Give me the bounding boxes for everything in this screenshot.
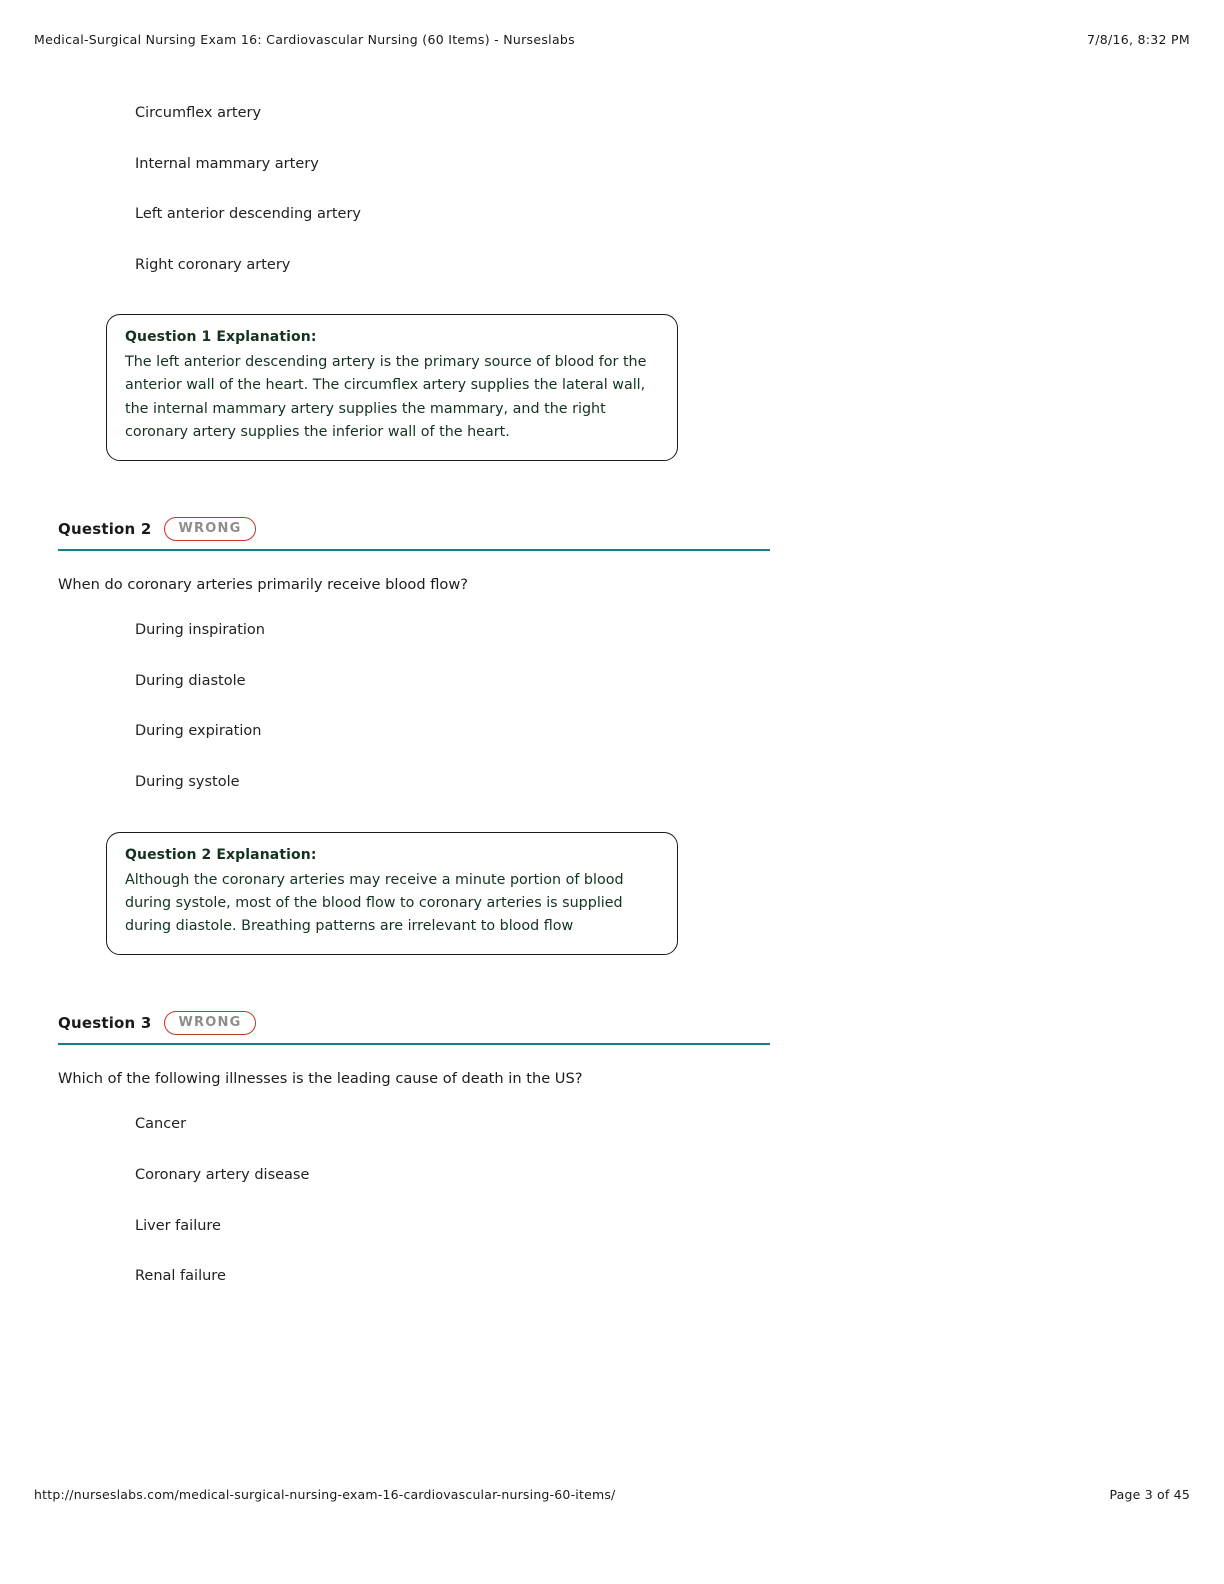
page-header (34, 32, 1190, 47)
question-2-text: When do coronary arteries primarily receive blood flow? (58, 575, 469, 593)
answer-choice[interactable]: Cancer (135, 1116, 187, 1133)
question-1-explanation (106, 314, 678, 461)
answer-choice[interactable]: Renal failure (135, 1268, 226, 1285)
answer-choice[interactable]: During systole (135, 773, 240, 790)
page-footer (34, 1487, 1190, 1502)
answer-choice[interactable]: During expiration (135, 723, 262, 740)
answer-choice[interactable]: Internal mammary artery (135, 155, 319, 172)
answer-choice[interactable]: Right coronary artery (135, 256, 291, 273)
header-document-title: Medical-Surgical Nursing Exam 16: Cardiovascular Nursing (60 Items) - Nurseslabs (34, 32, 575, 47)
document-content (58, 88, 1158, 1302)
question-2-explanation (106, 832, 678, 955)
answer-choice[interactable]: Circumflex artery (135, 105, 262, 121)
question-3-text: Which of the following illnesses is the leading cause of death in the US? (58, 1070, 583, 1088)
question-3-header (58, 1011, 1158, 1041)
answer-choice[interactable]: Liver failure (135, 1217, 221, 1234)
question-3-block (58, 1011, 1158, 1302)
question-2-header (58, 517, 1158, 547)
answer-choice[interactable]: During inspiration (135, 622, 265, 639)
answer-choice[interactable]: Coronary artery disease (135, 1167, 310, 1183)
footer-source-url[interactable]: http://nurseslabs.com/medical-surgical-nursing-exam-16-cardiovascular-nursing-60-items/ (34, 1487, 616, 1502)
status-badge: WRONG (164, 517, 257, 541)
answer-choice[interactable]: Left anterior descending artery (135, 206, 361, 223)
explanation-body: Although the coronary arteries may receive a minute portion of blood during systole, most of the blood flow to coronary arteries is supplied during diastole. Breathing patterns are irrelevant to blood flow (125, 871, 624, 934)
question-3-label: Question 3 (58, 1014, 152, 1033)
header-timestamp: 7/8/16, 8:32 PM (1086, 32, 1190, 47)
question-2-block (58, 517, 1158, 955)
explanation-body: The left anterior descending artery is the primary source of blood for the anterior wall of the heart. The circumflex artery supplies the lateral wall, the internal mammary artery supplies the mammary, and the right coronary artery supplies the inferior wall of the heart. (125, 354, 647, 440)
explanation-title: Question 2 Explanation: (125, 846, 317, 863)
explanation-title: Question 1 Explanation: (125, 329, 317, 346)
question-3-divider (58, 1043, 770, 1045)
status-badge: WRONG (164, 1011, 257, 1035)
question-2-label: Question 2 (58, 519, 152, 538)
question-1-block (58, 88, 1158, 461)
question-2-divider (58, 549, 770, 551)
footer-page-number: Page 3 of 45 (1109, 1487, 1190, 1502)
answer-choice[interactable]: During diastole (135, 672, 246, 689)
